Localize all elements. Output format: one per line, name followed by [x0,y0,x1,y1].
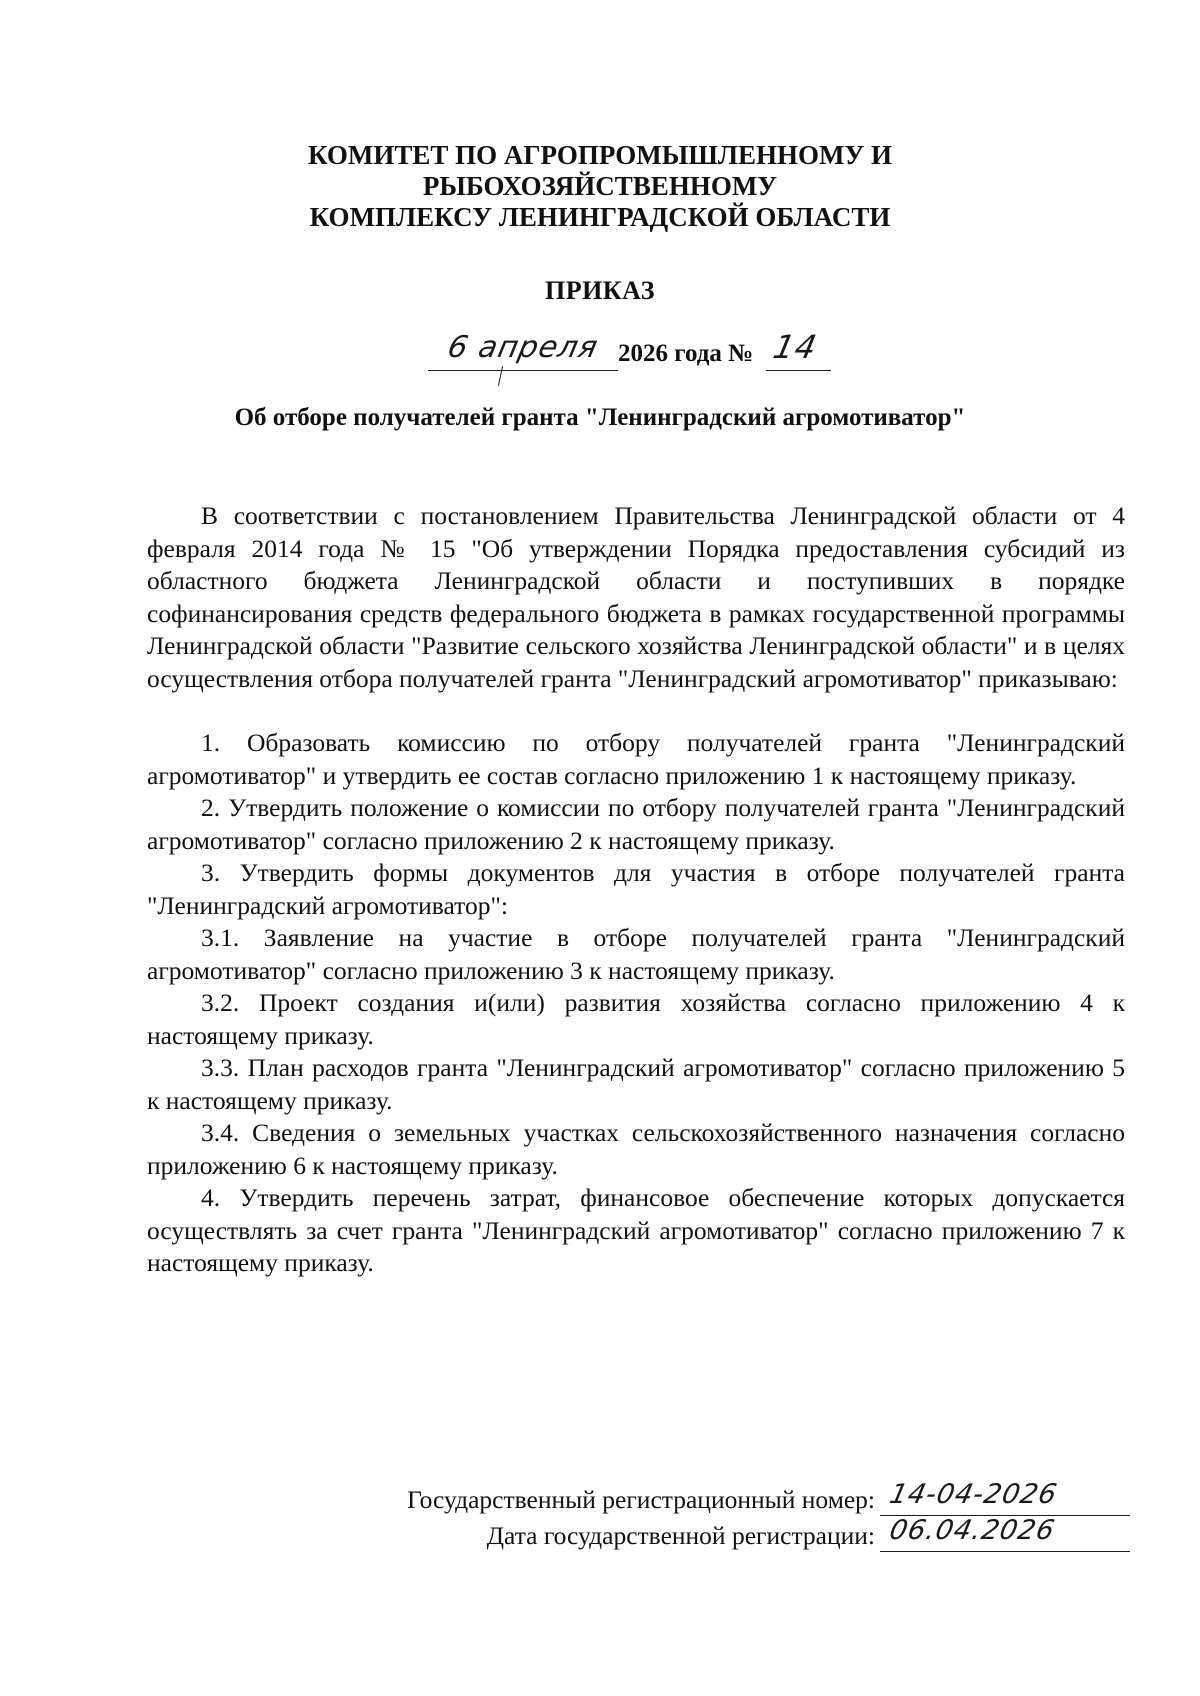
clause-1: 1. Образовать комиссию по отбору получателей гранта "Ленинградский агромотиватор" и утвердить ее состав согласно приложению 1 к настоящему приказу. [147,728,1125,790]
clause-3-2: 3.2. Проект создания и(или) развития хозяйства согласно приложению 4 к настоящему приказу. [147,988,1125,1050]
clause-2: 2. Утвердить положение о комиссии по отбору получателей гранта "Ленинградский агромотиватор" согласно приложению 2 к настоящему приказу. [147,793,1125,855]
order-date-line [428,330,848,378]
handwritten-date: 6 апреля [444,330,602,365]
clause-3-1: 3.1. Заявление на участие в отборе получателей гранта "Ленинградский агромотиватор" согласно приложению 3 к настоящему приказу. [147,923,1125,985]
number-underline [766,370,831,371]
registration-date-field [880,1515,1130,1552]
registration-date-value: 06.04.2026 [886,1515,1058,1546]
preamble-paragraph: В соответствии с постановлением Правительства Ленинградской области от 4 февраля 2014 года № 15 "Об утверждении Порядка предоставления субсидий из областного бюджета Ленинградской области и поступивших в порядке софинансирования средств федерального бюджета в рамках государственной программы Ленинградской области "Развитие сельского хозяйства Ленинградской области" и в целях осуществления отбора получателей гранта "Ленинградский агромотиватор" приказываю: [147,501,1125,693]
date-underline [428,370,618,371]
registration-number-field [880,1479,1130,1516]
clause-3: 3. Утвердить формы документов для участия в отборе получателей гранта "Ленинградский агромотиватор": [147,858,1125,920]
order-title: ПРИКАЗ [544,276,656,305]
registration-block [300,1479,1130,1557]
issuer-line-1: КОМИТЕТ ПО АГРОПРОМЫШЛЕННОМУ И [307,140,893,170]
issuer-line-3: КОМПЛЕКСУ ЛЕНИНГРАДСКОЙ ОБЛАСТИ [309,202,891,232]
issuer-line-2: РЫБОХОЗЯЙСТВЕННОМУ [422,171,778,201]
registration-date-label: Дата государственной регистрации: [486,1521,875,1550]
clause-3-3: 3.3. План расходов гранта "Ленинградский агромотиватор" согласно приложению 5 к настоящему приказу. [147,1053,1125,1115]
order-year-text: 2026 года № [618,340,754,367]
registration-date-row [300,1515,1130,1557]
clause-3-4: 3.4. Сведения о земельных участках сельскохозяйственного назначения согласно приложению 6 к настоящему приказу. [147,1118,1125,1180]
issuer-header [0,140,1200,233]
order-body [147,500,1125,1280]
handwritten-order-number: 14 [769,328,821,366]
registration-number-label: Государственный регистрационный номер: [407,1485,875,1514]
clause-4: 4. Утвердить перечень затрат, финансовое обеспечение которых допускается осуществлять за счет гранта "Ленинградский агромотиватор" согласно приложению 7 к настоящему приказу. [147,1183,1125,1277]
order-subject: Об отборе получателей гранта "Ленинградский агромотиватор" [234,404,966,431]
registration-number-value: 14-04-2026 [886,1479,1061,1510]
